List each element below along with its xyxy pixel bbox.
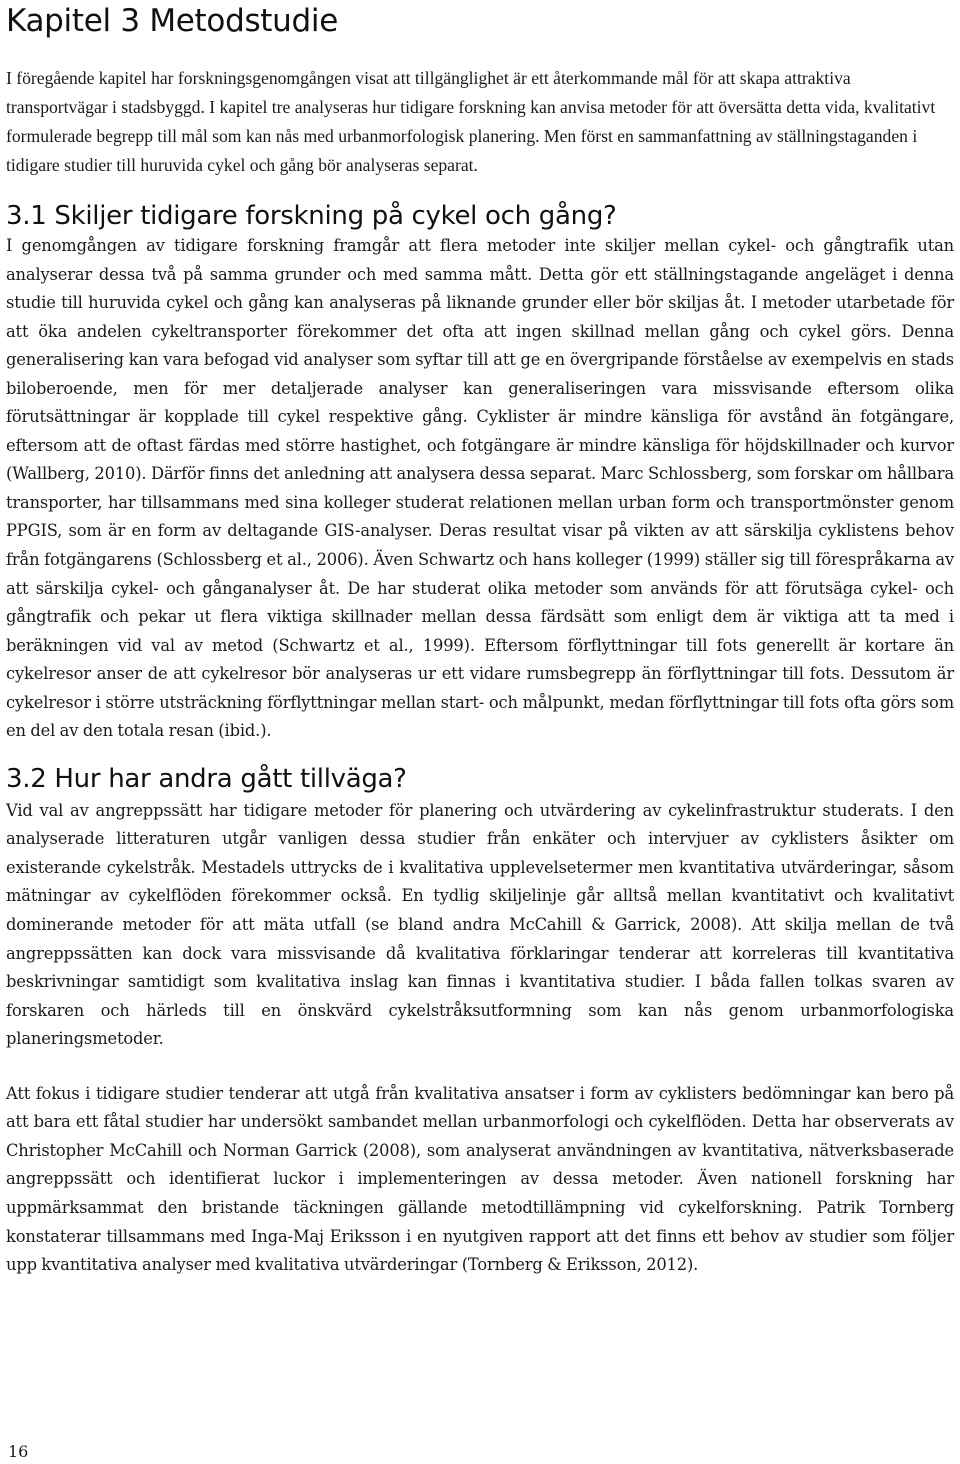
section-3-1-paragraph: I genomgången av tidigare forskning framgår att flera metoder inte skiljer mellan cykel- och gångtrafik utan analyserar dessa två på samma grunder och med samma mått. Detta gör ett ställningstagande angeläget i denna studie till huruvida cykel och gång kan analyseras på liknande grunder eller bör skiljas åt. I metoder utarbetade för att öka andelen cykeltransporter förekommer det ofta att ingen skillnad mellan gång och cykel görs. Denna generalisering kan vara befogad vid analyser som syftar till att ge en övergripande förståelse av exempelvis en stads biloberoende, men för mer detaljerade analyser kan generaliseringen vara missvisande eftersom olika förutsättningar är kopplade till cykel respektive gång. Cyklister är mindre känsliga för avstånd än fotgängare, eftersom att de oftast färdas med större hastighet, och fotgängare är mindre känsliga för höjdskillnader och kurvor (Wallberg, 2010). Därför finns det anledning att analysera dessa separat. Marc Schlossberg, som forskar om hållbara transporter, har tillsammans med sina kolleger studerat relationen mellan urban form och transportmönster genom PPGIS, som är en form av deltagande GIS-analyser. Deras resultat visar på vikten av att särskilja cyklistens behov från fotgängarens (Schlossberg et al., 2006). Även Schwartz och hans kolleger (1999) ställer sig till förespråkarna av att särskilja cykel- och gånganalyser åt. De har studerat olika metoder som används för att förutsäga cykel- och gångtrafik och pekar ut flera viktiga skillnader mellan dessa färdsätt som enligt dem är viktiga att ta med i beräkningen vid val av metod (Schwartz et al., 1999). Eftersom förflyttningar till fots generellt är kortare än cykelresor anser de att cykelresor bör analyseras ur ett vidare rumsbegrepp än förflyttningar till fots. Dessutom är cykelresor i större utsträckning förflyttningar mellan start- och målpunkt, medan förflyttningar till fots ofta görs som en del av den totala resan (ibid.). bbox=[6, 236, 954, 741]
section-3-2-paragraph-1: Vid val av angreppssätt har tidigare metoder för planering och utvärdering av cykelinfrastruktur studerats. I den analyserade litteraturen utgår vanligen dessa studier från enkäter och intervjuer av cyklisters åsikter om existerande cykelstråk. Mestadels uttrycks de i kvalitativa upplevelsetermer men kvantitativa utvärderingar, såsom mätningar av cykelflöden förekommer också. En tydlig skiljelinje går alltså mellan kvantitativt och kvalitativt dominerande metoder för att mäta utfall (se bland andra McCahill & Garrick, 2008). Att skilja mellan de två angreppssätten kan dock vara missvisande då kvalitativa förklaringar tenderar att korreleras till kvantitativa beskrivningar samtidigt som kvalitativa inslag kan finnas i kvantitativa studier. I båda fallen tolkas svaren av forskaren och härleds till en önskvärd cykelstråksutformning som kan nås genom urbanmorfologiska planeringsmetoder. bbox=[6, 800, 954, 1049]
section-3-2-paragraph-2: Att fokus i tidigare studier tenderar att utgå från kvalitativa ansatser i form av cyklisters bedömningar kan bero på att bara ett fåtal studier har undersökt sambandet mellan urbanmorfologi och cykelflöden. Detta har observerats av Christopher McCahill och Norman Garrick (2008), som analyserat användningen av kvantitativa, nätverksbaserade angreppssätt och identifierat luckor i implementeringen av dessa metoder. Även nationell forskning har uppmärksammat den bristande täckningen gällande metodtillämpning vid cykelforskning. Patrik Tornberg konstaterar tillsammans med Inga-Maj Eriksson i en nyutgiven rapport att det finns ett behov av studier som följer upp kvantitativa analyser med kvalitativa utvärderingar (Tornberg & Eriksson, 2012). bbox=[6, 1083, 954, 1275]
chapter-title: Kapitel 3 Metodstudie bbox=[6, 3, 338, 39]
page-number: 16 bbox=[8, 1442, 29, 1461]
section-heading-3-2: 3.2 Hur har andra gått tillväga? bbox=[6, 763, 407, 794]
section-heading-3-1: 3.1 Skiljer tidigare forskning på cykel och gång? bbox=[6, 201, 617, 231]
intro-paragraph: I föregående kapitel har forskningsgenomgången visat att tillgänglighet är ett återkommande mål för att skapa attraktiva transportvägar i stadsbyggd. I kapitel tre analyseras hur tidigare forskning kan anvisa metoder för att översätta detta vida, kvalitativt formulerade begrepp till mål som kan nås med urbanmorfologisk planering. Men först en sammanfattning av ställningstaganden i tidigare studier till huruvida cykel och gång bör analyseras separat. bbox=[6, 68, 936, 175]
document-page bbox=[6, 0, 954, 1280]
